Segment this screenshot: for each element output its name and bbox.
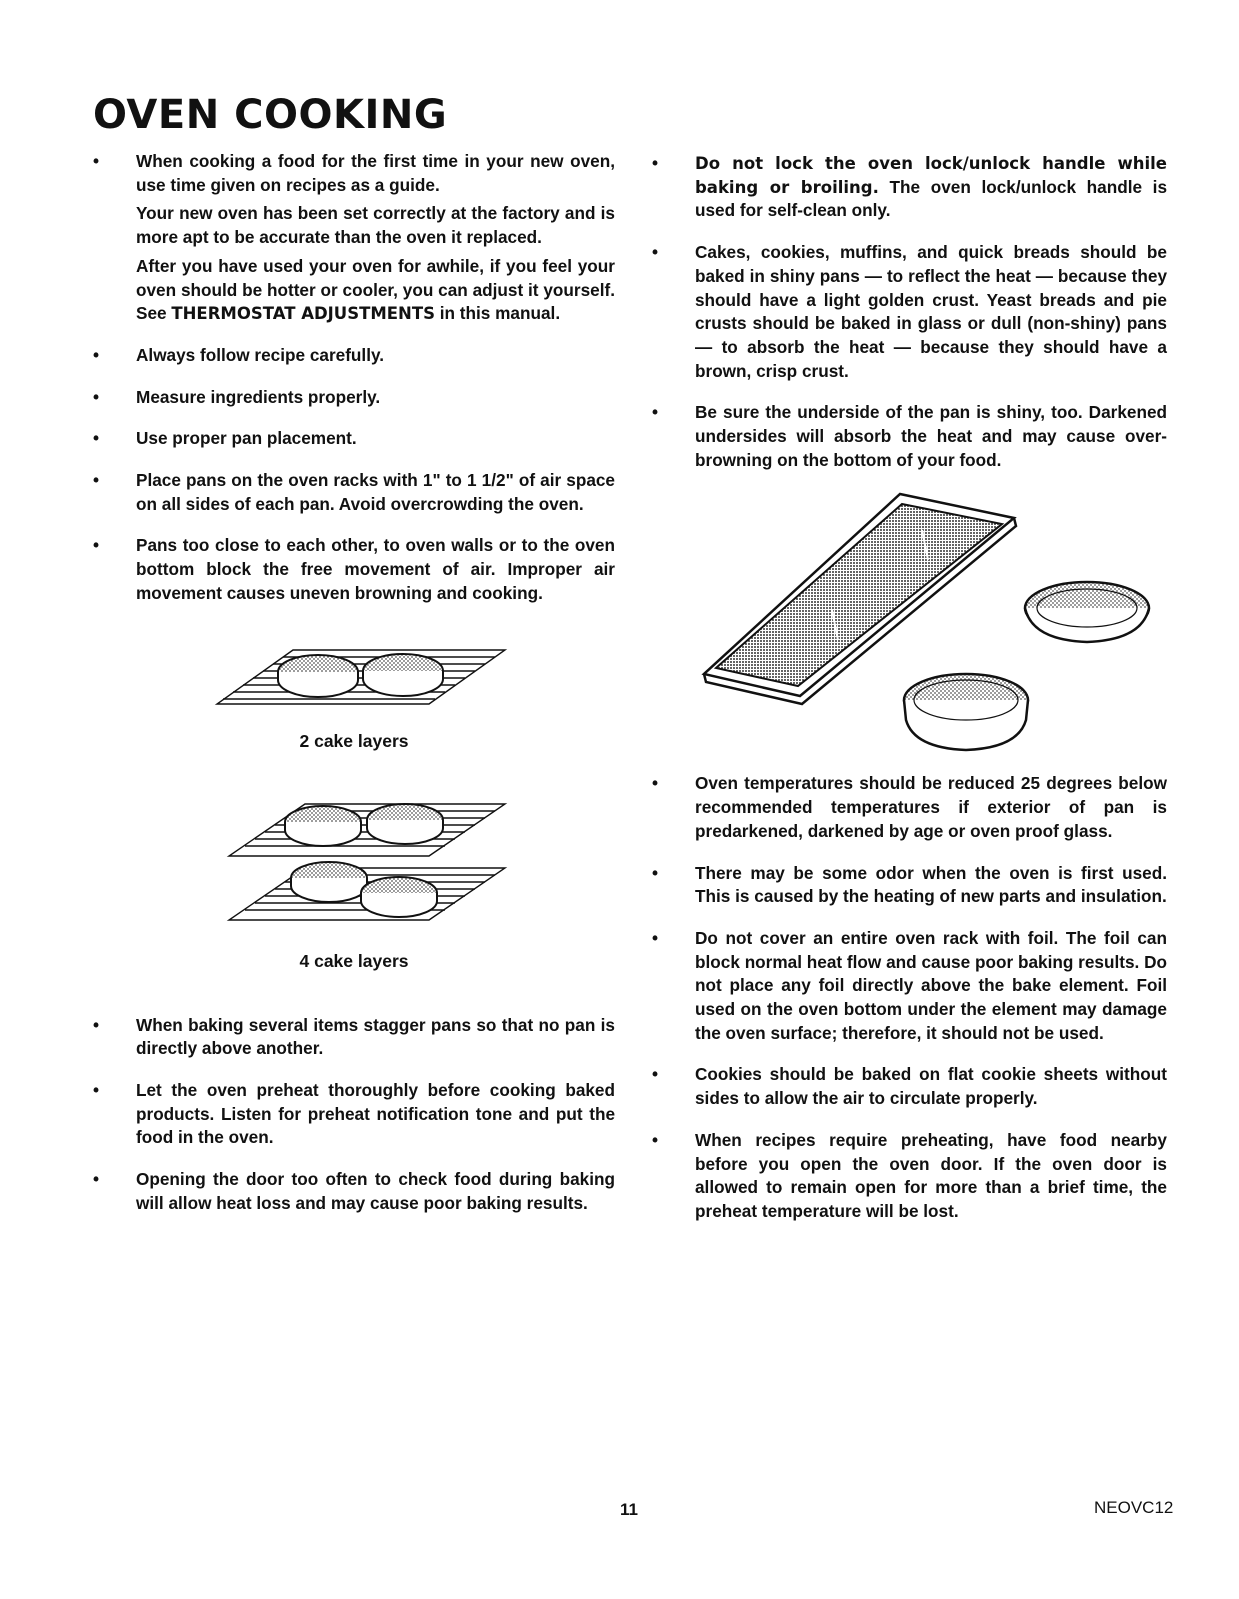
list-item (93, 1168, 615, 1215)
baking-pans-illustration (652, 490, 1167, 762)
list-item (93, 150, 615, 326)
two-cake-layers-figure (93, 642, 615, 754)
bullet-icon: • (652, 1129, 659, 1150)
list-item (93, 534, 615, 605)
paragraph (136, 255, 615, 326)
paragraph: There may be some odor when the oven is first used. This is caused by the heating of new parts and insulation. (695, 862, 1167, 907)
bullet-icon: • (652, 773, 659, 794)
bullet-icon: • (93, 386, 100, 407)
paragraph: Be sure the underside of the pan is shiny, too. Darkened undersides will absorb the heat and may cause over-browning on the bottom of your food. (695, 402, 1167, 470)
document-code: NEOVC12 (1094, 1498, 1174, 1517)
bullet-icon: • (652, 402, 659, 423)
rack-two-pans-illustration (93, 642, 615, 728)
baking-pans-figure (652, 490, 1167, 772)
bullet-icon: • (652, 927, 659, 948)
bullet-icon: • (93, 344, 100, 365)
list-item (652, 772, 1167, 843)
figure-caption: 4 cake layers (299, 950, 409, 971)
paragraph: Pans too close to each other, to oven walls or to the oven bottom block the free movement of air. Improper air movement causes uneven browning and cooking. (136, 535, 615, 603)
bullet-icon: • (93, 470, 100, 491)
list-item (652, 241, 1167, 383)
text: The oven lock/unlock handle is used for self-clean only. (695, 176, 1168, 221)
bullet-icon: • (93, 1079, 100, 1100)
right-column (652, 152, 1167, 1242)
paragraph: Place pans on the oven racks with 1" to 1 1/2" of air space on all sides of each pan. Avoid overcrowding the oven. (136, 470, 615, 514)
list-item (93, 386, 615, 410)
text: After you have used your oven for awhile, if you feel your oven should be hotter or cooler, you can adjust it yourself. See (136, 255, 615, 324)
racks-four-pans-illustration (93, 798, 615, 948)
list-item (93, 1079, 615, 1150)
left-column (93, 150, 615, 1233)
list-item (93, 427, 615, 451)
text: in this manual. (434, 303, 561, 324)
bullet-icon: • (652, 862, 659, 883)
paragraph: Opening the door too often to check food during baking will allow heat loss and may cause poor baking results. (136, 1169, 615, 1213)
paragraph: Your new oven has been set correctly at the factory and is more apt to be accurate than the oven it replaced. (136, 203, 615, 248)
list-item (93, 1014, 615, 1061)
paragraph: When recipes require preheating, have food nearby before you open the oven door. If the oven door is allowed to remain open for more than a brief time, the preheat temperature will be lost. (695, 1129, 1167, 1221)
four-cake-layers-figure (93, 798, 615, 971)
paragraph: Cakes, cookies, muffins, and quick breads should be baked in shiny pans — to reflect the heat — because they should have a light golden crust. Yeast breads and pie crusts should be baked in glass or dull (non-shiny) pans — to absorb the heat — because they should have a brown, crisp crust. (695, 242, 1167, 381)
bullet-icon: • (652, 1064, 659, 1085)
bullet-icon: • (652, 153, 659, 173)
page-number: 11 (620, 1500, 638, 1519)
bullet-icon: • (93, 1014, 100, 1035)
list-item (93, 469, 615, 516)
list-item (652, 1129, 1167, 1224)
bullet-icon: • (93, 151, 100, 171)
paragraph: Oven temperatures should be reduced 25 degrees below recommended temperatures if exterior of pan is predarkened, darkened by age or oven proof glass. (695, 773, 1167, 841)
figure-caption: 2 cake layers (299, 730, 409, 751)
section-reference: THERMOSTAT ADJUSTMENTS (171, 304, 435, 324)
list-item (652, 1063, 1167, 1110)
page-title: OVEN COOKING (93, 92, 448, 138)
paragraph: Let the oven preheat thoroughly before cooking baked products. Listen for preheat notification tone and put the food in the oven. (136, 1079, 615, 1148)
bullet-icon: • (93, 428, 100, 449)
list-item (652, 401, 1167, 472)
list-item (652, 152, 1167, 223)
bullet-icon: • (652, 242, 659, 263)
paragraph: Use proper pan placement. (136, 428, 357, 449)
bullet-icon: • (93, 1169, 100, 1190)
paragraph: Do not cover an entire oven rack with foil. The foil can block normal heat flow and cause poor baking results. Do not place any foil directly above the bake element. Foil used on the oven bottom under the element may damage the oven surface; therefore, it should not be used. (695, 927, 1167, 1043)
paragraph: Cookies should be baked on flat cookie sheets without sides to allow the air to circulate properly. (695, 1064, 1167, 1109)
paragraph (695, 152, 1167, 223)
list-item (652, 927, 1167, 1046)
paragraph: Always follow recipe carefully. (136, 344, 385, 365)
paragraph: Measure ingredients properly. (136, 386, 381, 407)
list-item (93, 344, 615, 368)
paragraph: When cooking a food for the first time in your new oven, use time given on recipes as a guide. (136, 151, 615, 195)
bullet-icon: • (93, 535, 100, 556)
paragraph: When baking several items stagger pans so that no pan is directly above another. (136, 1014, 615, 1059)
list-item (652, 862, 1167, 909)
warning-text: Do not lock the oven lock/unlock handle while baking or broiling. (695, 154, 1167, 197)
